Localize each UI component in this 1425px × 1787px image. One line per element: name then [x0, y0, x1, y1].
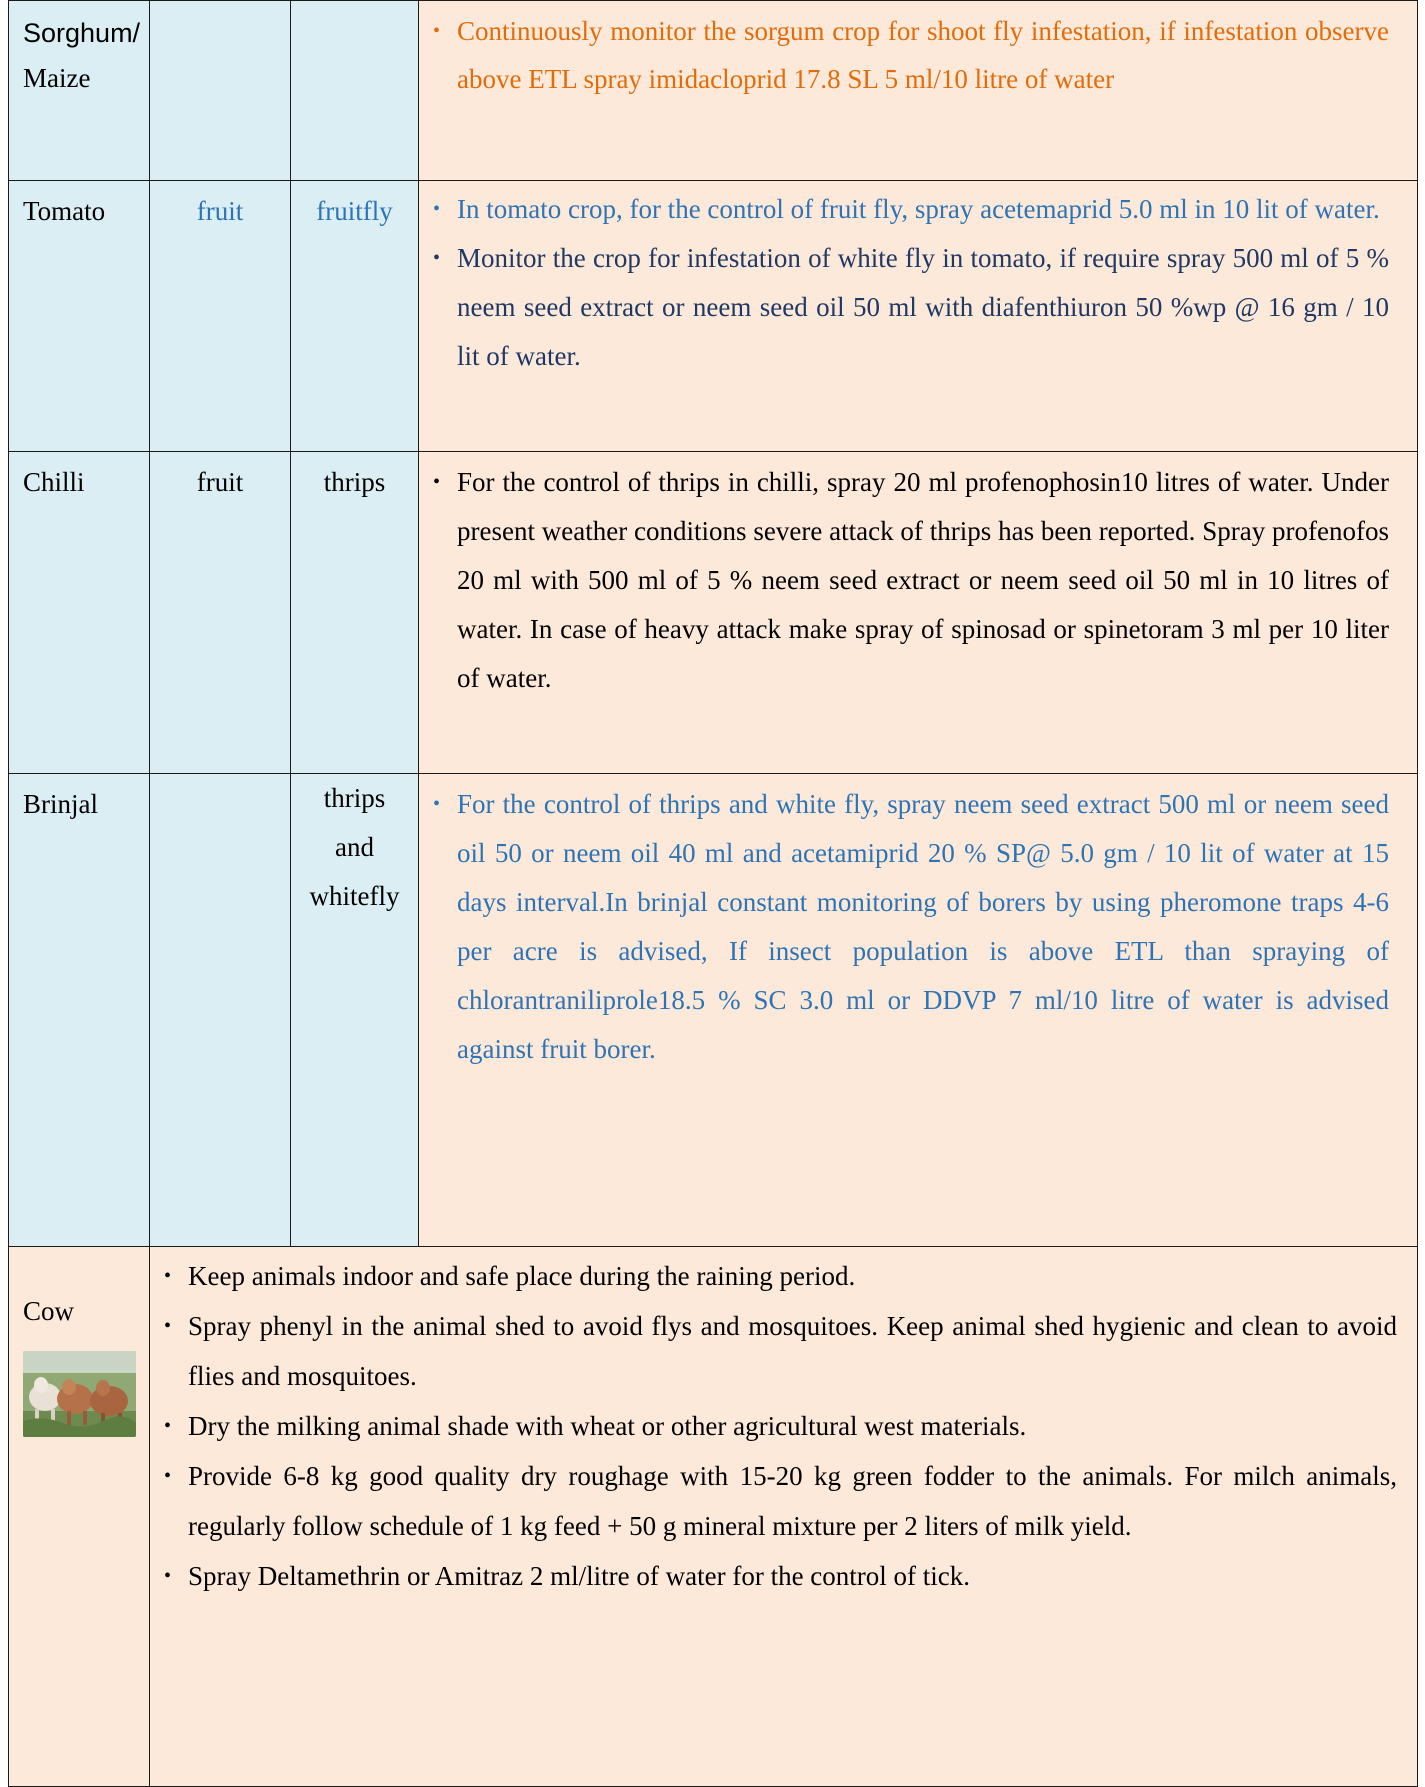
advice-list — [433, 3, 1389, 103]
table-row — [9, 1247, 1418, 1787]
stage-cell — [150, 774, 291, 1247]
advice-cell — [419, 1, 1418, 181]
advice-text: Keep animals indoor and safe place during the raining period. — [188, 1261, 856, 1291]
advice-list — [164, 1249, 1397, 1601]
pest-cell — [291, 774, 419, 1247]
bullet-icon: • — [164, 1265, 172, 1287]
pest-cell — [291, 1, 419, 181]
advice-cell — [419, 452, 1418, 774]
bullet-icon: • — [164, 1315, 172, 1337]
list-item — [433, 185, 1389, 234]
crop-cell: Tomato — [9, 181, 150, 452]
list-item — [164, 1301, 1397, 1401]
advice-cell — [419, 181, 1418, 452]
cow-photo-svg — [23, 1351, 136, 1437]
crop-name: Sorghum/ — [23, 18, 141, 48]
advice-list — [433, 776, 1389, 1074]
advice-cell — [419, 774, 1418, 1247]
crop-cell: Brinjal — [9, 774, 150, 1247]
livestock-advice-cell — [150, 1247, 1418, 1787]
cow-photo-icon — [23, 1351, 136, 1437]
bullet-icon: • — [164, 1465, 172, 1487]
advice-text: Spray Deltamethrin or Amitraz 2 ml/litre of water for the control of tick. — [188, 1561, 971, 1591]
advice-text: For the control of thrips and white fly, spray neem seed extract 500 ml or neem seed oil 50 or neem oil 40 ml and acetamiprid 20 % SP@ 5.0 gm / 10 lit of water at 15 days interval.In brinjal constant monitoring of borers by using pheromone traps 4-6 per acre is advised, If insect population is above ETL than spraying of chlorantraniliprole18.5 % SC 3.0 ml or DDVP 7 ml/10 litre of water is advised against fruit borer. — [457, 789, 1389, 1064]
table-row — [9, 774, 1418, 1247]
animal-cell — [9, 1247, 150, 1787]
list-item — [164, 1451, 1397, 1551]
stage-cell: fruit — [150, 452, 291, 774]
bullet-icon: • — [433, 20, 441, 42]
list-item — [433, 7, 1389, 103]
advice-text: For the control of thrips in chilli, spray 20 ml profenophosin10 litres of water. Under present weather conditions severe attack of thrips has been reported. Spray profenofos 20 ml with 500 ml of 5 % neem seed extract or neem seed oil 50 ml in 10 litres of water. In case of heavy attack make spray of spinosad or spinetoram 3 ml per 10 liter of water. — [457, 467, 1389, 693]
table-row — [9, 1, 1418, 181]
stage-cell — [150, 1, 291, 181]
advice-text: Continuously monitor the sorgum crop for shoot fly infestation, if infestation observe above ETL spray imidacloprid 17.8 SL 5 ml/10 litre of water — [457, 16, 1389, 94]
list-item — [164, 1251, 1397, 1301]
bullet-icon: • — [433, 471, 441, 493]
crop-name-line2: Maize — [23, 63, 91, 93]
advice-text: Monitor the crop for infestation of white fly in tomato, if require spray 500 ml of 5 % neem seed extract or neem seed oil 50 ml with diafenthiuron 50 %wp @ 16 gm / 10 lit of water. — [457, 243, 1389, 371]
table-row — [9, 452, 1418, 774]
bullet-icon: • — [433, 793, 441, 815]
table-row — [9, 181, 1418, 452]
advice-list — [433, 454, 1389, 703]
list-item — [164, 1401, 1397, 1451]
pest-cell: thrips — [291, 452, 419, 774]
crop-cell — [9, 1, 150, 181]
bullet-icon: • — [164, 1415, 172, 1437]
crop-advisory-table — [8, 0, 1418, 1787]
stage-cell: fruit — [150, 181, 291, 452]
bullet-icon: • — [433, 247, 441, 269]
pest-cell: fruitfly — [291, 181, 419, 452]
advice-list — [433, 183, 1389, 381]
advice-text: Dry the milking animal shade with wheat or other agricultural west materials. — [188, 1411, 1027, 1441]
list-item — [433, 780, 1389, 1074]
pest-line: whitefly — [309, 881, 400, 911]
list-item — [433, 234, 1389, 381]
pest-line: thrips — [323, 783, 386, 813]
advice-text: Provide 6-8 kg good quality dry roughage with 15-20 kg green fodder to the animals. For milch animals, regularly follow schedule of 1 kg feed + 50 g mineral mixture per 2 liters of milk yield. — [188, 1461, 1397, 1541]
bullet-icon: • — [433, 198, 441, 220]
pest-line: and — [335, 832, 374, 862]
list-item — [433, 458, 1389, 703]
advice-text: Spray phenyl in the animal shed to avoid flys and mosquitoes. Keep animal shed hygienic and clean to avoid flies and mosquitoes. — [188, 1311, 1397, 1391]
crop-cell: Chilli — [9, 452, 150, 774]
list-item — [164, 1551, 1397, 1601]
advice-text: In tomato crop, for the control of fruit fly, spray acetemaprid 5.0 ml in 10 lit of water. — [457, 194, 1380, 224]
animal-name: Cow — [23, 1296, 75, 1326]
bullet-icon: • — [164, 1565, 172, 1587]
